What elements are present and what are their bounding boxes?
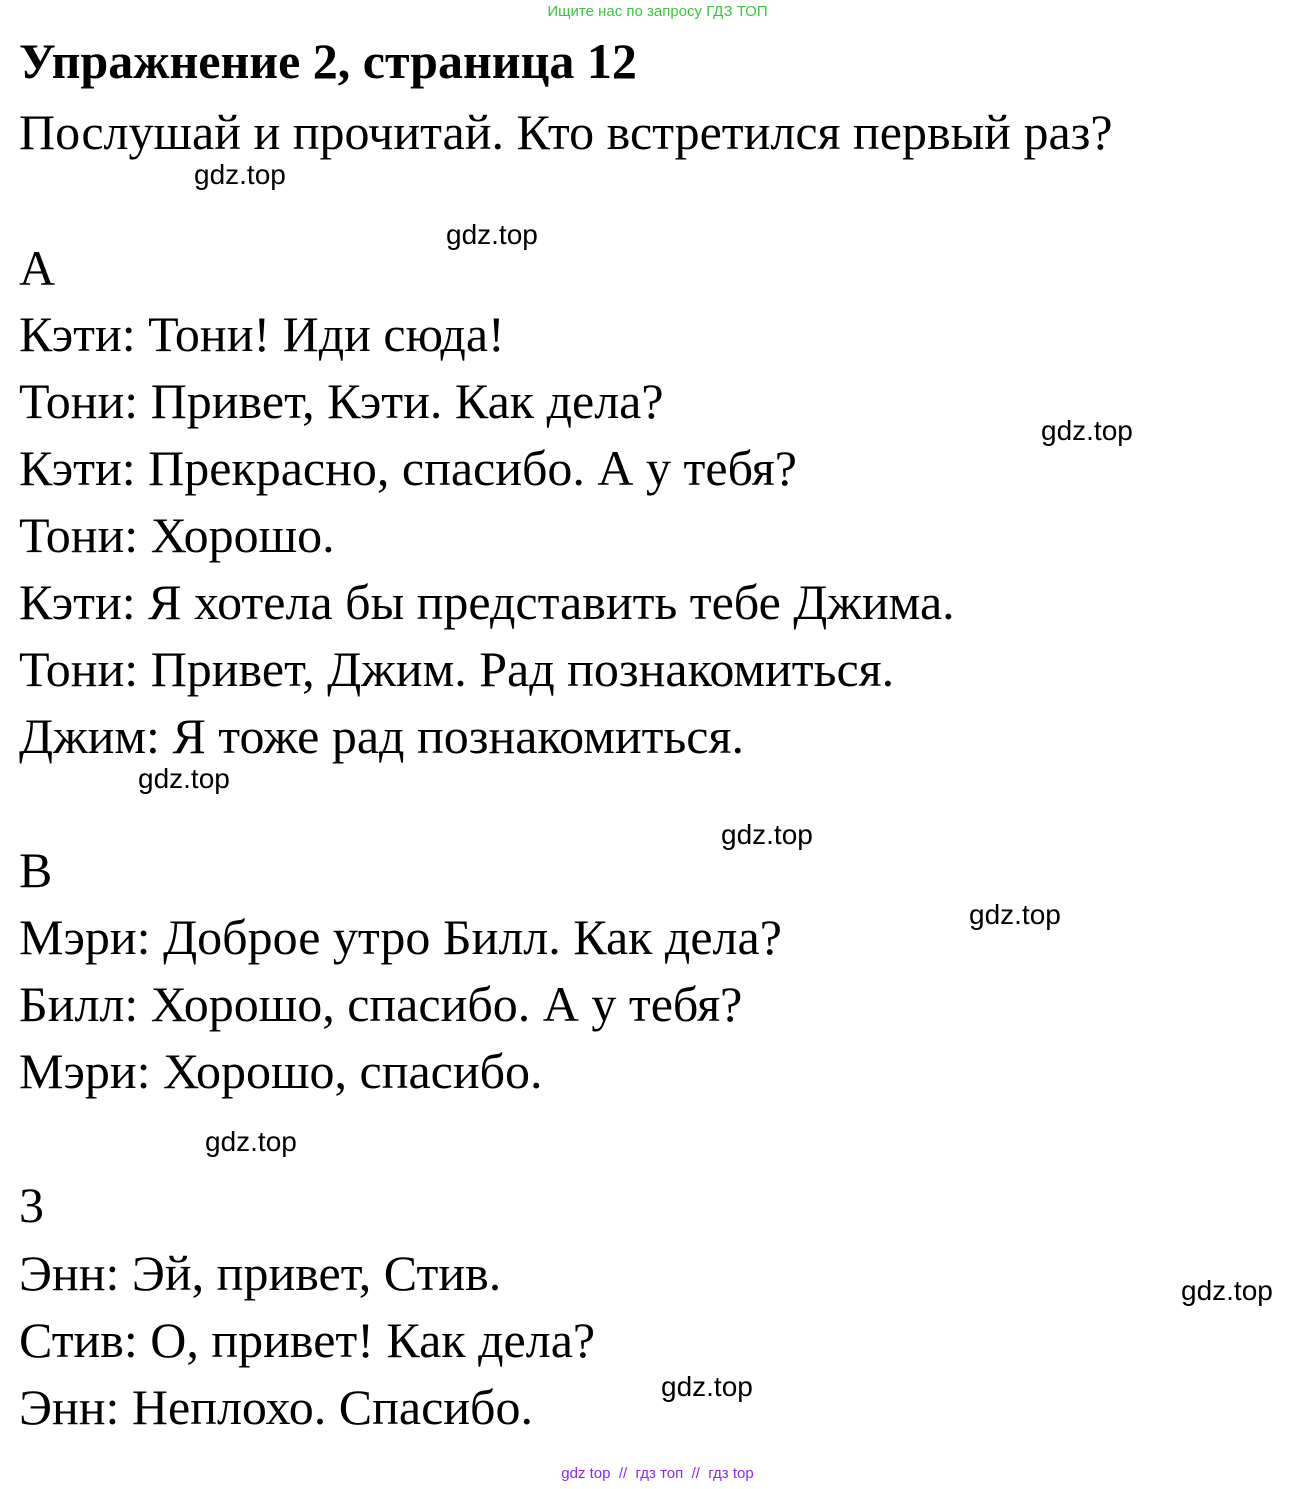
watermark: gdz.top [969,899,1061,930]
dialogue-line: Энн: Неплохо. Спасибо. [19,1379,533,1435]
dialogue-line: Тони: Привет, Кэти. Как дела? [19,373,664,429]
dialogue-line: Кэти: Я хотела бы представить тебе Джима. [19,574,955,630]
watermark: gdz.top [721,819,813,850]
dialogue-line: Кэти: Тони! Иди сюда! [19,306,505,362]
section-3-label: 3 [19,1177,44,1233]
dialogue-line: Джим: Я тоже рад познакомиться. [19,708,744,764]
watermark: gdz.top [194,159,286,190]
section-a-label: A [19,240,56,296]
dialogue-line: Стив: О, привет! Как дела? [19,1312,596,1368]
dialogue-line: Мэри: Хорошо, спасибо. [19,1043,543,1099]
watermark: gdz.top [1041,415,1133,446]
page-title: Упражнение 2, страница 12 [19,33,637,89]
section-b-label: B [19,842,53,898]
dialogue-line: Кэти: Прекрасно, спасибо. А у тебя? [19,440,797,496]
dialogue-line: Тони: Привет, Джим. Рад познакомиться. [19,641,895,697]
watermark: gdz.top [138,763,230,794]
watermark: gdz.top [1181,1275,1273,1306]
dialogue-line: Энн: Эй, привет, Стив. [19,1245,502,1301]
dialogue-line: Билл: Хорошо, спасибо. А у тебя? [19,976,743,1032]
instruction: Послушай и прочитай. Кто встретился первый раз? [19,104,1113,160]
footer: gdz top // гдз топ // гдз top [561,1465,754,1482]
top-banner: Ищите нас по запросу ГДЗ ТОП [547,3,768,20]
watermark: gdz.top [661,1371,753,1402]
watermark: gdz.top [446,219,538,250]
dialogue-line: Тони: Хорошо. [19,507,335,563]
watermark: gdz.top [205,1126,297,1157]
dialogue-line: Мэри: Доброе утро Билл. Как дела? [19,909,782,965]
